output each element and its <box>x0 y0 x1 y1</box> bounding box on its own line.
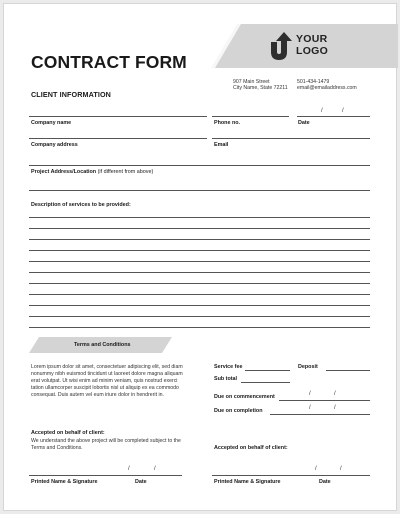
project-address-line[interactable] <box>29 165 370 166</box>
phone-label: Phone no. <box>214 120 241 126</box>
description-line[interactable] <box>29 316 370 317</box>
due-commencement-label: Due on commencement <box>214 394 275 400</box>
company-accept-heading: Accepted on behalf of client: <box>214 445 288 451</box>
description-line[interactable] <box>29 217 370 218</box>
date-separator: / <box>334 391 336 397</box>
company-signature-date-label: Date <box>319 479 331 485</box>
description-line[interactable] <box>29 228 370 229</box>
service-fee-line[interactable] <box>245 370 290 371</box>
company-phone: 501-434-1479 <box>297 79 330 85</box>
client-signature-line[interactable] <box>29 475 182 476</box>
logo-icon <box>267 30 297 64</box>
date-separator: / <box>315 466 317 472</box>
date-separator: / <box>154 466 156 472</box>
deposit-line[interactable] <box>326 370 370 371</box>
sub-total-label: Sub total <box>214 376 238 382</box>
logo-text-line2: LOGO <box>296 45 329 57</box>
company-city: City Name, State 72211 <box>233 85 288 91</box>
company-name-label: Company name <box>31 120 72 126</box>
description-line[interactable] <box>29 261 370 262</box>
page-title: CONTRACT FORM <box>31 52 187 72</box>
due-completion-label: Due on completion <box>214 408 263 414</box>
date-separator: / <box>128 466 130 472</box>
date-line[interactable] <box>297 116 370 117</box>
company-name-line[interactable] <box>29 116 207 117</box>
description-line[interactable] <box>29 305 370 306</box>
company-address-line[interactable] <box>29 138 207 139</box>
company-address-label: Company address <box>31 142 78 148</box>
client-accept-heading: Accepted on behalf of client: <box>31 430 105 436</box>
phone-line[interactable] <box>212 116 289 117</box>
description-line[interactable] <box>29 272 370 273</box>
project-address-label-note: (if different from above) <box>97 169 154 175</box>
description-line[interactable] <box>29 294 370 295</box>
project-address-label <box>31 169 153 175</box>
date-label: Date <box>298 120 310 126</box>
due-completion-line[interactable] <box>270 414 370 415</box>
date-separator: / <box>309 391 311 397</box>
description-line[interactable] <box>29 239 370 240</box>
company-email: email@emailaddress.com <box>297 85 357 91</box>
company-printed-name-label: Printed Name & Signature <box>214 479 281 485</box>
email-label: Email <box>214 142 229 148</box>
email-line[interactable] <box>212 138 370 139</box>
contract-form-page <box>3 3 397 511</box>
company-street: 907 Main Street <box>233 79 270 85</box>
date-separator: / <box>321 108 323 114</box>
description-label: Description of services to be provided: <box>31 202 131 208</box>
date-separator: / <box>334 405 336 411</box>
sub-total-line[interactable] <box>241 382 290 383</box>
terms-body: Lorem ipsum dolor sit amet, consectetuer adipiscing elit, sed diam nonummy nibh euismod tincidunt ut laoreet dolore magna aliquam erat volutpat. Ut wisi enim ad minim veniam, quis nostrud exerci tation ullamcorper suscipit lobortis nisl ut aliquip ex ea commodo consequat. Duis autem vel eum iriure dolor in hendrerit in. <box>31 364 183 398</box>
deposit-label: Deposit <box>298 364 318 370</box>
project-address-label-bold: Project Address/Location <box>31 169 97 175</box>
due-commencement-line[interactable] <box>279 400 370 401</box>
project-address-line-2[interactable] <box>29 190 370 191</box>
terms-heading: Terms and Conditions <box>74 342 131 348</box>
client-info-heading: CLIENT INFORMATION <box>31 90 111 99</box>
service-fee-label: Service fee <box>214 364 243 370</box>
date-separator: / <box>340 466 342 472</box>
date-separator: / <box>342 108 344 114</box>
description-line[interactable] <box>29 250 370 251</box>
description-line[interactable] <box>29 327 370 328</box>
client-printed-name-label: Printed Name & Signature <box>31 479 98 485</box>
date-separator: / <box>309 405 311 411</box>
logo-text-line1: YOUR <box>296 33 328 45</box>
client-accept-note: We understand the above project will be completed subject to the Terms and Conditions. <box>31 438 181 451</box>
company-signature-line[interactable] <box>212 475 370 476</box>
description-line[interactable] <box>29 283 370 284</box>
client-signature-date-label: Date <box>135 479 147 485</box>
